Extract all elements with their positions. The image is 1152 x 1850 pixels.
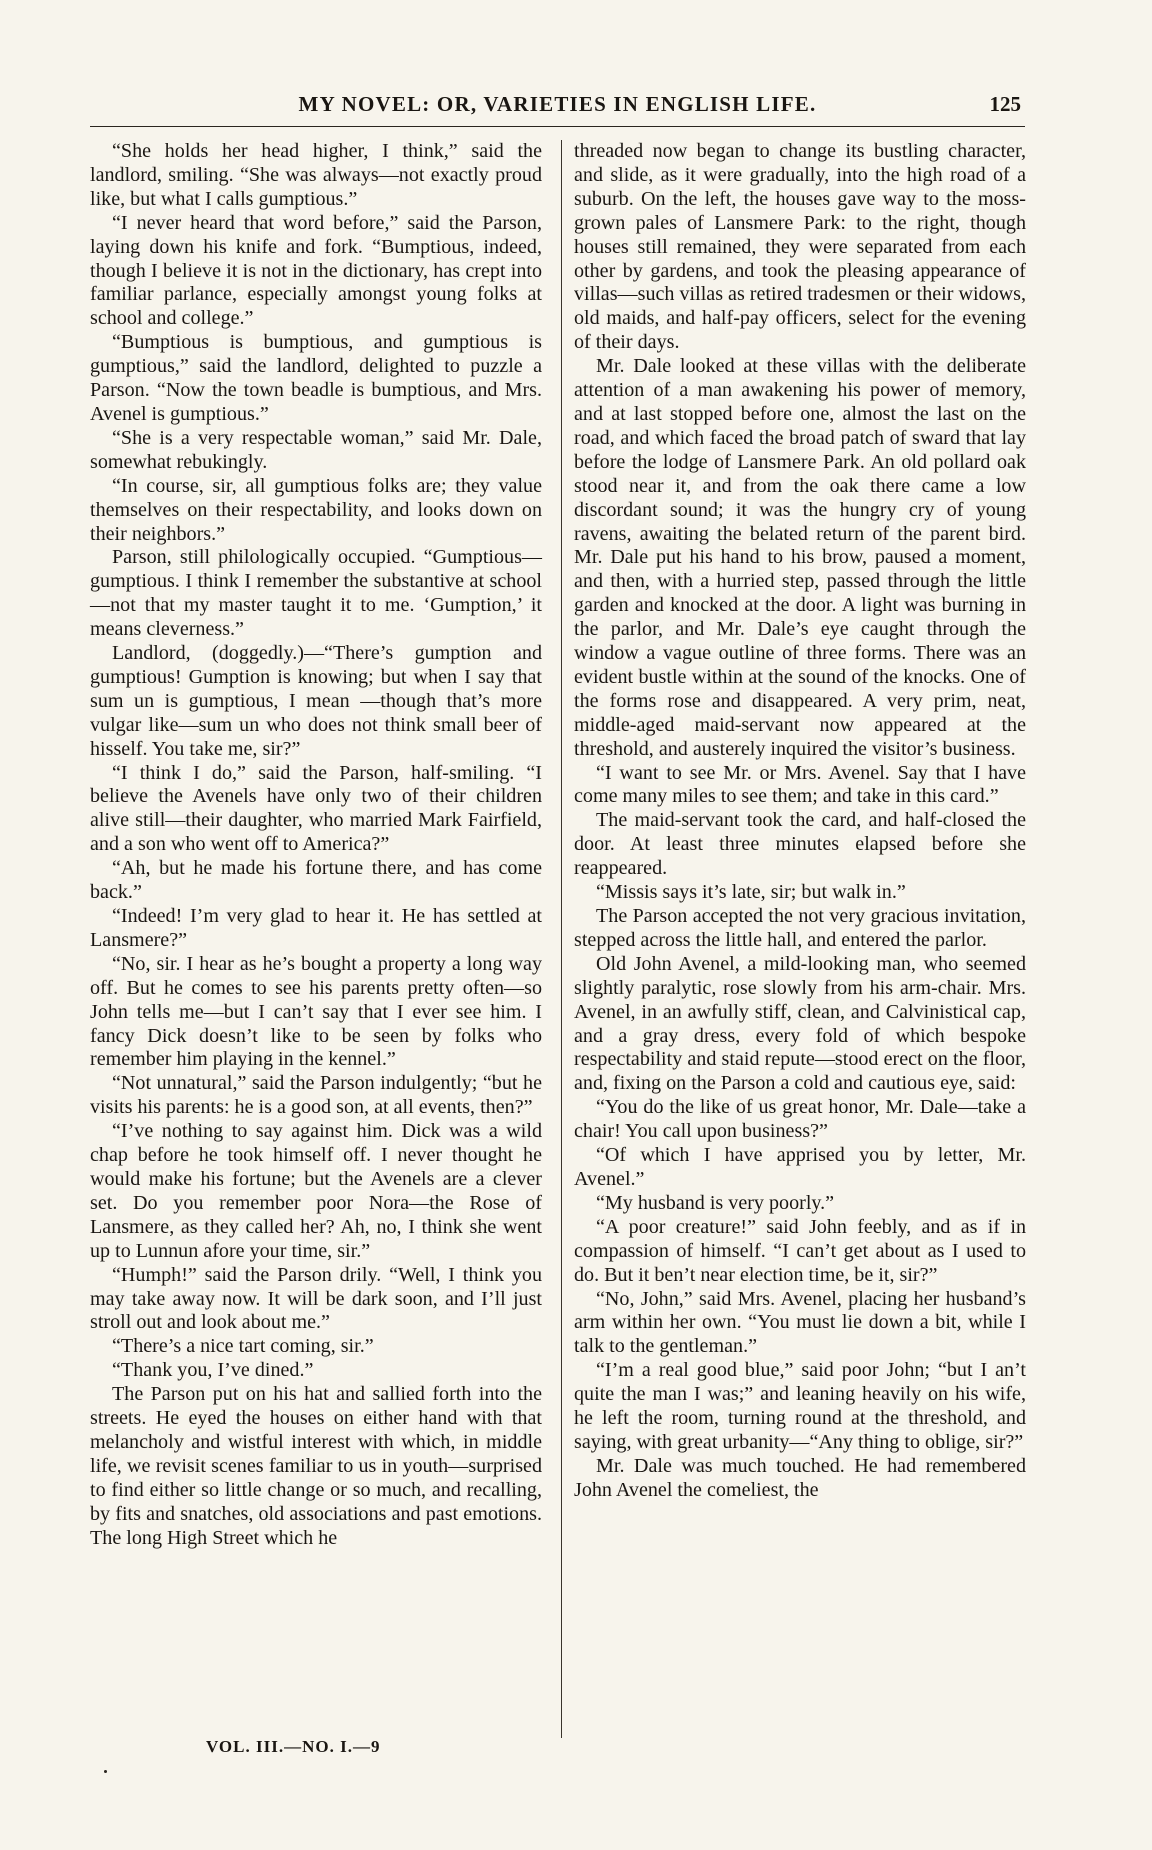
paragraph: “My husband is very poorly.” bbox=[596, 1191, 835, 1214]
ink-speck bbox=[104, 1770, 107, 1773]
paragraph: “No, John,” said Mrs. Avenel, placing her husband’s arm within her own. “You must lie down a bit, while I talk to the gentleman.” bbox=[574, 1287, 1026, 1358]
paragraph: “I think I do,” said the Parson, half-smiling. “I believe the Avenels have only two of their children alive still—their daughter, who married Mark Fairfield, and a son who went off to America?” bbox=[90, 761, 542, 856]
paragraph: “She holds her head higher, I think,” said the landlord, smiling. “She was always—not exactly proud like, but what I calls gumptious.” bbox=[90, 140, 542, 210]
paragraph: “Not unnatural,” said the Parson indulgently; “but he visits his parents: he is a good son, at all events, then?” bbox=[90, 1072, 542, 1119]
left-column bbox=[90, 140, 542, 1550]
paragraph: “I never heard that word before,” said the Parson, laying down his knife and fork. “Bumptious, indeed, though I believe it is not in the dictionary, has crept into familiar parlance, especially amongst young folks at school and college.” bbox=[90, 211, 542, 330]
paragraph: “Missis says it’s late, sir; but walk in.” bbox=[596, 881, 906, 904]
paragraph: “Humph!” said the Parson drily. “Well, I think you may take away now. It will be dark soon, and I’ll just stroll out and look about me.” bbox=[90, 1263, 542, 1334]
right-column bbox=[574, 140, 1026, 1503]
paragraph: “I want to see Mr. or Mrs. Avenel. Say that I have come many miles to see them; and take in this card.” bbox=[574, 761, 1026, 808]
paragraph: Mr. Dale was much touched. He had remembered John Avenel the comeliest, the bbox=[574, 1454, 1026, 1501]
paragraph: “There’s a nice tart coming, sir.” bbox=[112, 1335, 374, 1358]
paragraph: “Of which I have apprised you by letter, Mr. Avenel.” bbox=[574, 1144, 1026, 1190]
paragraph: The Parson accepted the not very gracious invitation, stepped across the little hall, and entered the parlor. bbox=[574, 905, 1026, 951]
paragraph: “Ah, but he made his fortune there, and has come back.” bbox=[90, 857, 542, 904]
paragraph: threaded now began to change its bustling character, and slide, as it were gradually, into the high road of a suburb. On the left, the houses gave way to the moss-grown pales of Lansmere Park: to the right, though houses still remained, they were separated from each other by gardens, and took the pleasing appearance of villas—such villas as retired tradesmen or their widows, old maids, and half-pay officers, select for the evening of their days. bbox=[574, 140, 1027, 354]
paragraph: “She is a very respectable woman,” said Mr. Dale, somewhat rebukingly. bbox=[90, 426, 542, 473]
paragraph: “You do the like of us great honor, Mr. Dale—take a chair! You call upon business?” bbox=[574, 1096, 1026, 1143]
paragraph: “Thank you, I’ve dined.” bbox=[112, 1359, 314, 1382]
page-number: 125 bbox=[989, 92, 1021, 116]
paragraph: “In course, sir, all gumptious folks are; they value themselves on their respectability, and looks down on their neighbors.” bbox=[90, 474, 542, 545]
running-title: MY NOVEL: OR, VARIETIES IN ENGLISH LIFE. bbox=[298, 92, 817, 116]
paragraph: “Indeed! I’m very glad to hear it. He has settled at Lansmere?” bbox=[90, 905, 542, 951]
paragraph: The maid-servant took the card, and half-closed the door. At least three minutes elapsed before she reappeared. bbox=[574, 809, 1026, 880]
column-rule bbox=[561, 140, 562, 1738]
paragraph: “A poor creature!” said John feebly, and as if in compassion of himself. “I can’t get about as I used to do. But it ben’t near election time, be it, sir?” bbox=[574, 1215, 1026, 1286]
paragraph: Landlord, (doggedly.)—“There’s gumption and gumptious! Gumption is knowing; but when I say that sum un is gumptious, I mean —though that’s more vulgar like—sum un who does not think small beer of hisself. You take me, sir?” bbox=[90, 642, 542, 760]
signature-mark: VOL. III.—NO. I.—9 bbox=[206, 1737, 381, 1756]
paragraph: Old John Avenel, a mild-looking man, who seemed slightly paralytic, rose slowly from his arm-chair. Mrs. Avenel, in an awfully stiff, clean, and Calvinistical cap, and a gray dress, every fold of which bespoke respectability and staid repute—stood erect on the floor, and, fixing on the Parson a cold and cautious eye, said: bbox=[574, 952, 1026, 1095]
paragraph: Parson, still philologically occupied. “Gumptious—gumptious. I think I remember the substantive at school—not that my master taught it to me. ‘Gumption,’ it means cleverness.” bbox=[90, 546, 542, 641]
paragraph: “Bumptious is bumptious, and gumptious is gumptious,” said the landlord, delighted to puzzle a Parson. “Now the town beadle is bumptious, and Mrs. Avenel is gumptious.” bbox=[90, 331, 542, 425]
paragraph: Mr. Dale looked at these villas with the deliberate attention of a man awakening his power of memory, and at last stopped before one, almost the last on the road, and which faced the broad patch of sward that lay before the lodge of Lansmere Park. An old pollard oak stood near it, and from the oak there came a low discordant sound; it was the hungry cry of young ravens, awaiting the belated return of the parent bird. Mr. Dale put his hand to his brow, paused a moment, and then, with a hurried step, passed through the little garden and knocked at the door. A light was burning in the parlor, and Mr. Dale’s eye caught through the window a vague outline of three forms. There was an evident bustle within at the sound of the knocks. One of the forms rose and disappeared. A very prim, neat, middle-aged maid-servant now appeared at the threshold, and austerely inquired the visitor’s business. bbox=[574, 355, 1026, 760]
paragraph: The Parson put on his hat and sallied forth into the streets. He eyed the houses on either hand with that melancholy and wistful interest with which, in middle life, we revisit scenes familiar to us in youth—surprised to find either so little change or so much, and recalling, by fits and snatches, old associations and past emotions. The long High Street which he bbox=[90, 1383, 542, 1549]
paragraph: “I’ve nothing to say against him. Dick was a wild chap before he took himself off. I never thought he would make his fortune; but the Avenels are a clever set. Do you remember poor Nora—the Rose of Lansmere, as they called her? Ah, no, I think she went up to Lunnun afore your time, sir.” bbox=[90, 1120, 542, 1262]
page-header bbox=[90, 92, 1025, 127]
paragraph: “No, sir. I hear as he’s bought a property a long way off. But he comes to see his parents pretty often—so John tells me—but I can’t say that I ever see him. I fancy Dick doesn’t like to be seen by folks who remember him playing in the kennel.” bbox=[90, 952, 542, 1071]
paragraph: “I’m a real good blue,” said poor John; “but I an’t quite the man I was;” and leaning heavily on his wife, he left the room, turning round at the threshold, and saying, with great urbanity—“Any thing to oblige, sir?” bbox=[574, 1359, 1026, 1453]
